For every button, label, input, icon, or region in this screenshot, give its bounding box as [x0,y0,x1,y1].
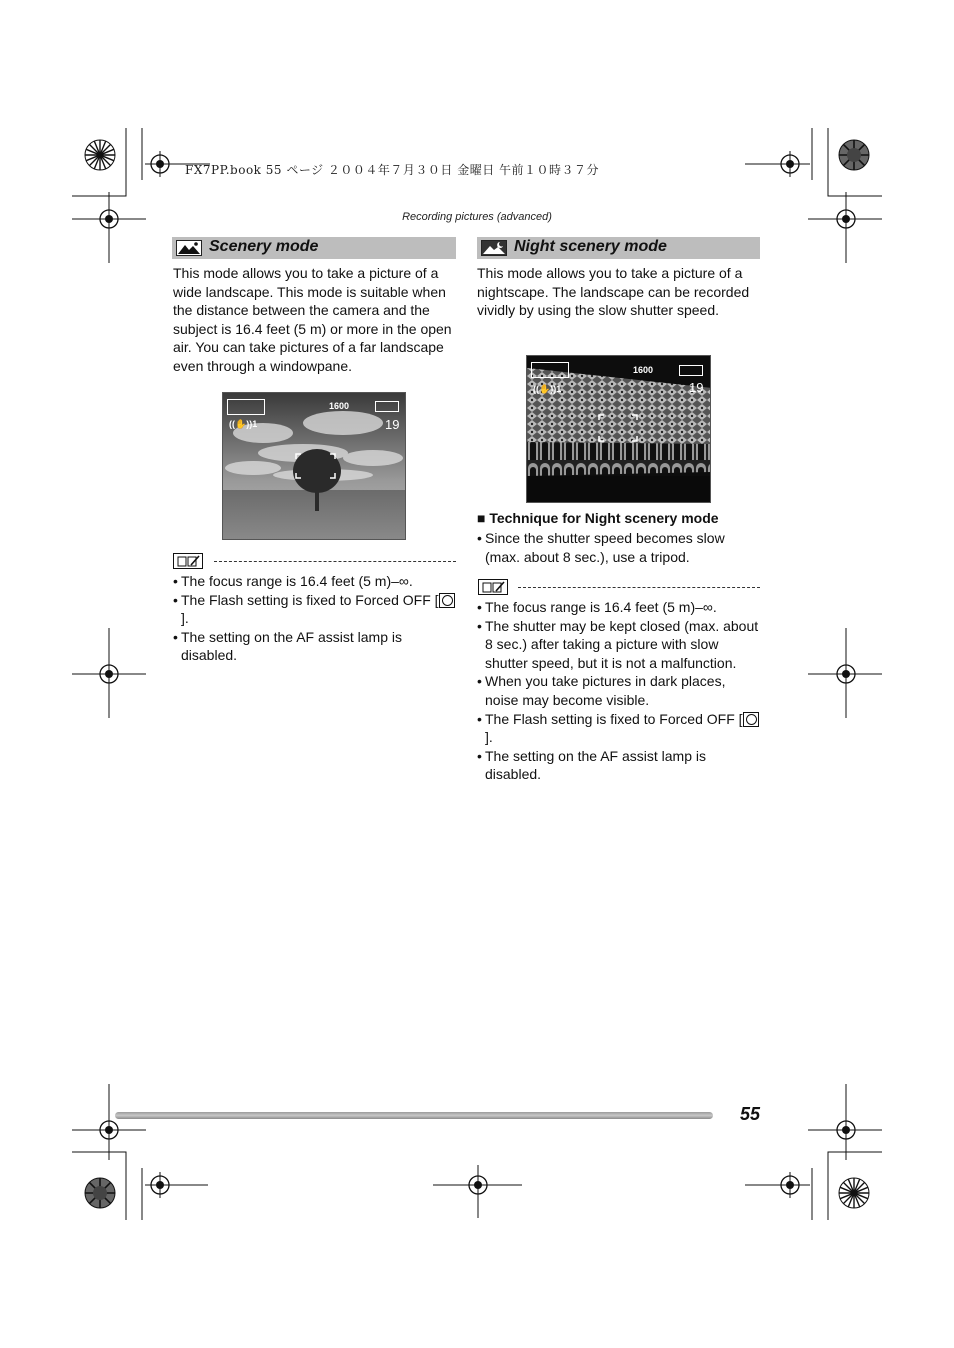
technique-heading: ■ Technique for Night scenery mode [477,510,719,526]
night-osd-iso: 1600 [633,365,654,375]
night-scenery-mode-intro: This mode allows you to take a picture of a nightscape. The landscape can be recorded vividly by using the slow shutter speed. [477,265,750,319]
list-item: • The focus range is 16.4 feet (5 m)–∞. [477,598,761,617]
scenery-osd-iso: 1600 [329,401,350,411]
night-scenery-photo [526,355,711,503]
list-item: • The Flash setting is fixed to Forced OFF []. [173,591,457,628]
night-scenery-icon [481,240,507,256]
scenery-photo [222,392,406,540]
night-osd-mode-icon [531,362,569,378]
scenery-notes [173,572,457,665]
night-notes [477,598,761,784]
scenery-icon [176,240,202,256]
scenery-osd-stabilizer: ((✋))1 [229,419,258,429]
night-osd-shots: 19 [689,380,704,395]
list-item: • The setting on the AF assist lamp is disabled. [477,747,761,784]
list-item: • The shutter may be kept closed (max. about 8 sec.) after taking a picture with slow shutter speed, but it is not a malfunction. [477,617,761,673]
night-osd-stabilizer: ((✋))1 [533,384,562,394]
list-item: • The Flash setting is fixed to Forced OFF []. [477,710,761,747]
scenery-mode-header [172,237,456,259]
night-scenery-mode-title: Night scenery mode [514,238,667,255]
print-header: FX7PP.book 55 ページ ２００４年７月３０日 金曜日 午前１０時３７分 [185,163,600,177]
list-item: • Since the shutter speed becomes slow (max. about 8 sec.), use a tripod. [477,529,761,566]
note-icon [173,553,203,569]
night-osd-battery-icon [679,365,703,376]
flash-off-icon [439,593,455,608]
list-item: • When you take pictures in dark places, noise may become visible. [477,672,761,709]
running-head: Recording pictures (advanced) [402,211,552,223]
scenery-osd-battery-icon [375,401,399,412]
page-number: 55 [740,1104,761,1124]
note-divider [518,587,760,588]
list-item: • The focus range is 16.4 feet (5 m)–∞. [173,572,457,591]
footer-bar [115,1112,713,1119]
note-divider [214,561,456,562]
scenery-mode-title: Scenery mode [209,238,319,255]
night-scenery-mode-header [477,237,760,259]
technique-list [477,529,761,566]
flash-off-icon [743,712,759,727]
list-item: • The setting on the AF assist lamp is disabled. [173,628,457,665]
scenery-mode-intro: This mode allows you to take a picture of a wide landscape. This mode is suitable when the distance between the camera and the subject is 16.4 feet (5 m) or more in the open air. You can take pictures of a far landscape even through a windowpane. [173,265,452,374]
scenery-osd-shots: 19 [385,417,400,432]
note-icon [478,579,508,595]
scenery-osd-mode-icon [227,399,265,415]
